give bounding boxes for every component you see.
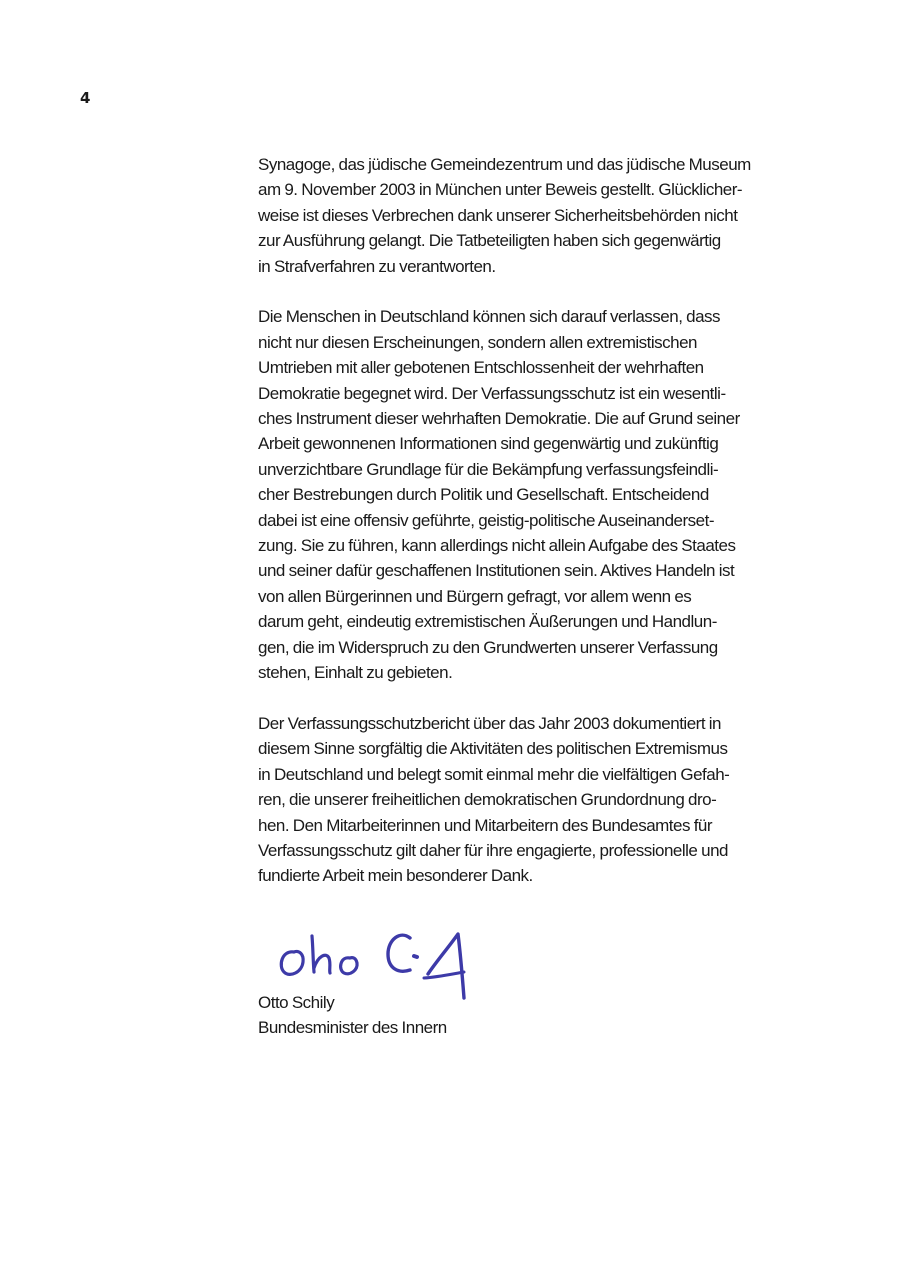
text-line: stehen, Einhalt zu gebieten. <box>258 663 453 683</box>
text-line: von allen Bürgerinnen und Bürgern gefragt, vor allem wenn es <box>258 586 692 606</box>
text-line: Arbeit gewonnenen Informationen sind gegenwärtig und zukünftig <box>258 434 719 454</box>
signoff-title: Bundesminister des Innern <box>258 1018 447 1038</box>
text-line: ches Instrument dieser wehrhaften Demokratie. Die auf Grund seiner <box>258 409 740 429</box>
text-line: Verfassungsschutz gilt daher für ihre engagierte, professionelle und <box>258 840 728 860</box>
text-line: darum geht, eindeutig extremistischen Äußerungen und Handlun- <box>258 612 717 632</box>
text-line: am 9. November 2003 in München unter Beweis gestellt. Glücklicher- <box>258 180 743 200</box>
text-line: und seiner dafür geschaffenen Institutionen sein. Aktives Handeln ist <box>258 561 735 581</box>
text-line: dabei ist eine offensiv geführte, geistig-politische Auseinanderset- <box>258 510 714 530</box>
text-line: cher Bestrebungen durch Politik und Gesellschaft. Entscheidend <box>258 485 709 505</box>
text-line: fundierte Arbeit mein besonderer Dank. <box>258 866 533 886</box>
text-line: weise ist dieses Verbrechen dank unserer Sicherheitsbehörden nicht <box>258 205 738 225</box>
letter-body <box>258 152 828 914</box>
page-number: 4 <box>80 89 91 107</box>
text-line: Der Verfassungsschutzbericht über das Jahr 2003 dokumentiert in <box>258 713 721 733</box>
text-line: in Strafverfahren zu verantworten. <box>258 256 496 276</box>
text-line: diesem Sinne sorgfältig die Aktivitäten des politischen Extremismus <box>258 739 728 759</box>
text-line: gen, die im Widerspruch zu den Grundwerten unserer Verfassung <box>258 637 718 657</box>
text-line: Demokratie begegnet wird. Der Verfassungsschutz ist ein wesentli- <box>258 383 726 403</box>
text-line: in Deutschland und belegt somit einmal mehr die vielfältigen Gefah- <box>258 764 730 784</box>
text-line: Die Menschen in Deutschland können sich darauf verlassen, dass <box>258 307 721 327</box>
signoff-block <box>258 990 658 1041</box>
signoff-name: Otto Schily <box>258 993 335 1012</box>
text-line: Umtrieben mit aller gebotenen Entschlossenheit der wehrhaften <box>258 358 704 378</box>
text-line: zur Ausführung gelangt. Die Tatbeteiligten haben sich gegenwärtig <box>258 231 721 251</box>
paragraph <box>258 711 828 889</box>
text-line: zung. Sie zu führen, kann allerdings nicht allein Aufgabe des Staates <box>258 536 736 556</box>
paragraph <box>258 152 828 279</box>
paragraph <box>258 304 828 685</box>
text-line: Synagoge, das jüdische Gemeindezentrum und das jüdische Museum <box>258 155 751 174</box>
text-line: nicht nur diesen Erscheinungen, sondern allen extremistischen <box>258 332 697 352</box>
text-line: hen. Den Mitarbeiterinnen und Mitarbeitern des Bundesamtes für <box>258 815 713 835</box>
text-line: unverzichtbare Grundlage für die Bekämpfung verfassungsfeindli- <box>258 459 719 479</box>
text-line: ren, die unserer freiheitlichen demokratischen Grundordnung dro- <box>258 790 717 810</box>
